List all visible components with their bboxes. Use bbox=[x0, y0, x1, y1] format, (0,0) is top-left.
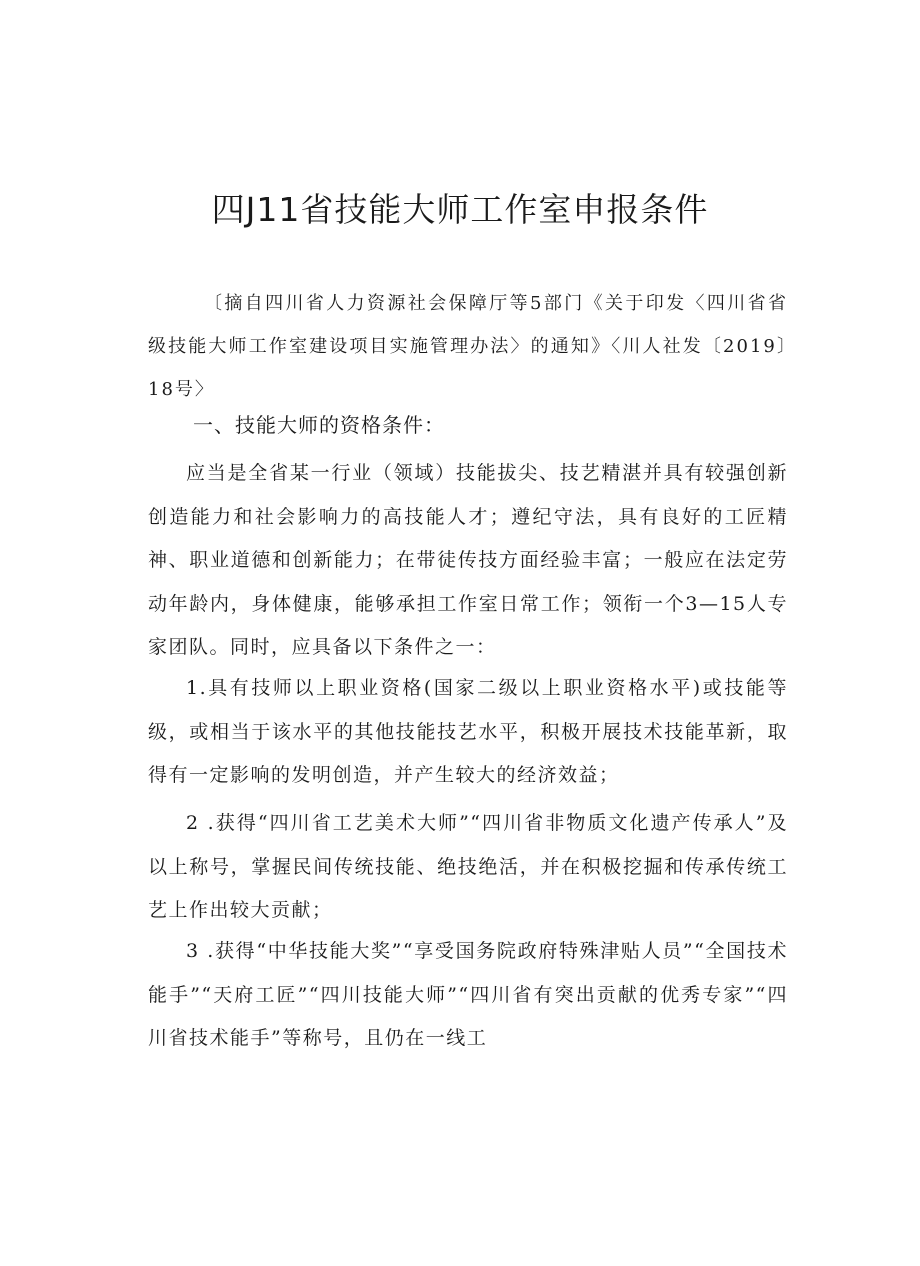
intro-paragraph: 应当是全省某一行业（领域）技能拔尖、技艺精湛并具有较强创新创造能力和社会影响力的高技能人才；遵纪守法，具有良好的工匠精神、职业道德和创新能力；在带徒传技方面经验丰富；一般应在法定劳动年龄内，身体健康，能够承担工作室日常工作；领衔一个3—15人专家团队。同时，应具备以下条件之一： bbox=[148, 462, 788, 658]
condition-item-3: 3 .获得“中华技能大奖”“享受国务院政府特殊津贴人员”“全国技术能手”“天府工匠”“四川技能大师”“四川省有突出贡献的优秀专家”“四川省技术能手”等称号，且仍在一线工 bbox=[148, 940, 788, 1049]
condition-item-1: 1.具有技师以上职业资格(国家二级以上职业资格水平)或技能等级，或相当于该水平的其他技能技艺水平，积极开展技术技能革新，取得有一定影响的发明创造，并产生较大的经济效益； bbox=[148, 677, 788, 786]
source-note: 〔摘自四川省人力资源社会保障厅等5部门《关于印发〈四川省省级技能大师工作室建设项目实施管理办法〉的通知》〈川人社发〔2019〕18号〉 bbox=[148, 293, 788, 400]
section-heading: 一、技能大师的资格条件： bbox=[193, 413, 445, 437]
condition-item-2: 2 .获得“四川省工艺美术大师”“四川省非物质文化遗产传承人”及以上称号，掌握民间传统技能、绝技绝活，并在积极挖掘和传承传统工艺上作出较大贡献； bbox=[148, 812, 788, 921]
document-title: 四J11省技能大师工作室申报条件 bbox=[211, 190, 709, 229]
